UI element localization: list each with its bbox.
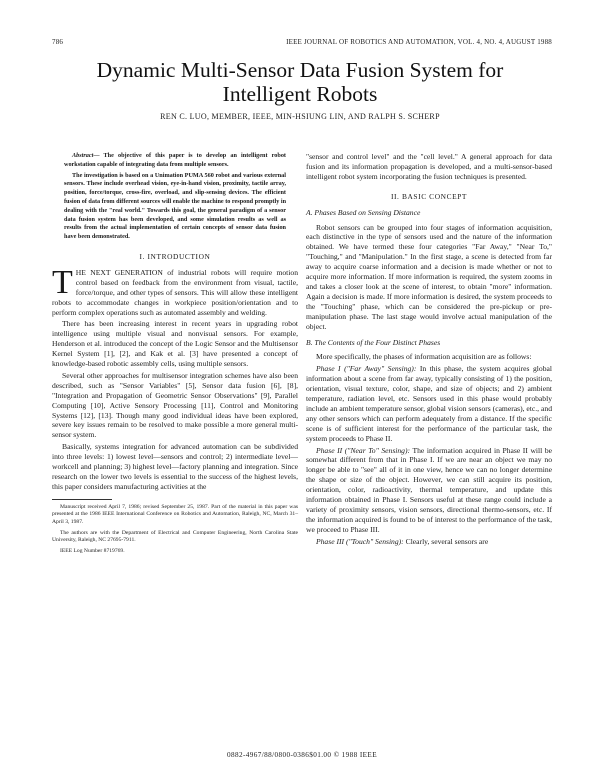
abstract bbox=[52, 152, 298, 242]
right-column bbox=[306, 152, 552, 549]
intro-continuation: "sensor and control level" and the "cell level." A general approach for data fusion and its information propagation is developed, and a multi-sensor-based intelligent robot system incorporating the fusion techniques is presented. bbox=[306, 152, 552, 181]
author-list: REN C. LUO, MEMBER, IEEE, MIN-HSIUNG LIN, AND RALPH S. SCHERP bbox=[160, 112, 440, 121]
abstract-p2: The investigation is based on a Unimation PUMA 560 robot and various external sensors. These include overhead vision, eye-in-hand vision, proximity, tactile array, position, force/torque, cross-fire, overload, and slip-sensing devices. The efficient fusion of data from different sources will enable the machine to respond promptly in dealing with the "real world." Towards this goal, the general paradigm of a sensor data fusion system has been developed, and some simulation results as well as results from the actual implementation of certain concepts of sensor data fusion have been demonstrated. bbox=[64, 171, 287, 241]
section-heading-basic-concept: II. BASIC CONCEPT bbox=[390, 191, 468, 201]
footnote-affiliation: The authors are with the Department of Electrical and Computer Engineering, North Carolina State University, Raleigh, NC 27695-7911. bbox=[52, 529, 298, 544]
phase-2-label: Phase II ("Near To" Sensing): bbox=[316, 445, 411, 455]
intro-paragraph-1 bbox=[52, 263, 298, 318]
phase-2-text: The information acquired in Phase II will be somewhat different from that in Phase I. If we are near an object we may no longer be able to "see" all of it in one view, hence we can no longer determine the shape or size of the object. However, we can still acquire its position, orientation, color, radioactivity, thermal temperature, and update this information obtained in Phase I. Sensors useful at these range could include a variety of proximity sensors, vision sensors, directional thermo-sensors, etc. If the information acquired is found to be of interest to the performance of the task, we proceed to Phase III. bbox=[306, 445, 552, 534]
paper-title bbox=[40, 58, 560, 106]
left-column bbox=[52, 152, 298, 558]
phase-3-label: Phase III ("Touch" Sensing): bbox=[316, 536, 404, 546]
phase-3-paragraph bbox=[306, 537, 552, 547]
title-line-1: Dynamic Multi-Sensor Data Fusion System for bbox=[96, 58, 504, 82]
abstract-p1: The objective of this paper is to develop an intelligent robot workstation capable of integrating data from multiple sensors. bbox=[64, 152, 286, 168]
copyright-line: 0882-4967/88/0800-0386$01.00 © 1988 IEEE bbox=[226, 751, 378, 759]
drop-cap: T bbox=[52, 263, 73, 301]
intro-paragraph-4: Basically, systems integration for advanced automation can be subdivided into three levels: 1) lowest level—sensors and control; 2) intermediate level—workcell and planning; 3) highest level—factory planning and integration. Since research on the lower two levels is essential to the success of the highest levels, this paper considers manufacturing activities at the bbox=[52, 442, 298, 491]
phase-3-text: Clearly, several sensors are bbox=[405, 536, 489, 546]
footnote-log-number: IEEE Log Number 8719769. bbox=[60, 547, 125, 554]
section-heading-introduction: I. INTRODUCTION bbox=[139, 251, 211, 261]
subsection-heading-contents: B. The Contents of the Four Distinct Phases bbox=[306, 337, 441, 347]
journal-header: IEEE JOURNAL OF ROBOTICS AND AUTOMATION, VOL. 4, NO. 4, AUGUST 1988 bbox=[286, 38, 552, 46]
title-line-2: Intelligent Robots bbox=[222, 82, 378, 106]
phase-1-label: Phase I ("Far Away" Sensing): bbox=[316, 364, 417, 374]
phase-1-paragraph bbox=[306, 364, 552, 443]
contents-intro-paragraph: More specifically, the phases of information acquisition are as follows: bbox=[316, 352, 532, 362]
running-head bbox=[52, 38, 552, 50]
abstract-lead: Abstract— bbox=[72, 152, 100, 159]
phase-1-text: In this phase, the system acquires global information about a scene from far away, typically consisting of 1) the position, orientation, visual texture, color, shape, and size of objects; and 2) ambient temperature, radiation level, etc. Sensors used in this phase would probably include an ambient temperature sensor, global vision sensors (cameras), etc., and any other sensors which can perform adequately from a distance. If the specific scene is of sufficient interest for the performance of the particular task, the system proceeds to Phase II. bbox=[306, 364, 552, 443]
subsection-heading-phases: A. Phases Based on Sensing Distance bbox=[306, 207, 421, 217]
intro-paragraph-2: There has been increasing interest in recent years in upgrading robot intelligence using multiple visual and nonvisual sensors. For example, Henderson et al. introduced the concept of the Logic Sensor and the Multisensor Kernel System [1], [2], and Kak et al. [3] have presented a concept of knowledge-based robotic assembly cells, using multiple sensors. bbox=[52, 319, 298, 369]
phase-2-paragraph bbox=[306, 446, 552, 535]
page-number: 786 bbox=[52, 38, 64, 46]
footnote-divider bbox=[52, 499, 112, 500]
phases-paragraph: Robot sensors can be grouped into four stages of information acquisition, each distinctive in the type of sensors used and the nature of the information obtained. We have termed these four categories "Far Away," "Near To," "Touching," and "Manipulation." In the first stage, a scene is detected from far away to acquire coarse information and a decision is made whether or not to acquire more information. If more information is required, the system zooms in and takes a closer look at the scene of interest, to obtain "more" information. Again a decision is made. If more information is desired, the system proceeds to the "Touching" phase, which can be considered the pre-pickup or pre-manipulation phase. The last stage would involve actual manipulation of the object. bbox=[306, 222, 552, 331]
footnotes bbox=[52, 504, 298, 556]
intro-paragraph-3: Several other approaches for multisensor integration schemes have also been described, such as "Sensor Variables" [5], Sensor data fusion [6], [8], "Integration and Propagation of Geometric Sensor Observations" [9], Parallel Computing [10], Active Sensory Processing [11], Control and Monitoring Systems [12], [13]. Though many good individual ideas have been explored, severe key issues remain to be resolved to make possible a more general multi-sensor system. bbox=[52, 370, 298, 440]
footnote-manuscript: Manuscript received April 7, 1986; revised September 25, 1987. Part of the material in this paper was presented at the 1986 IEEE International Conference on Robotics and Automation, Raleigh, NC, March 31–April 3, 1987. bbox=[52, 503, 298, 525]
intro-p1-text: HE NEXT GENERATION of industrial robots will require motion control based on feedback from the environment from visual, tactile, force/torque, and other types of sensors. This will allow these intelligent robots to accommodate changes in workpiece position/orientation and to perform complex operations such as automated assembly and welding. bbox=[52, 267, 298, 317]
